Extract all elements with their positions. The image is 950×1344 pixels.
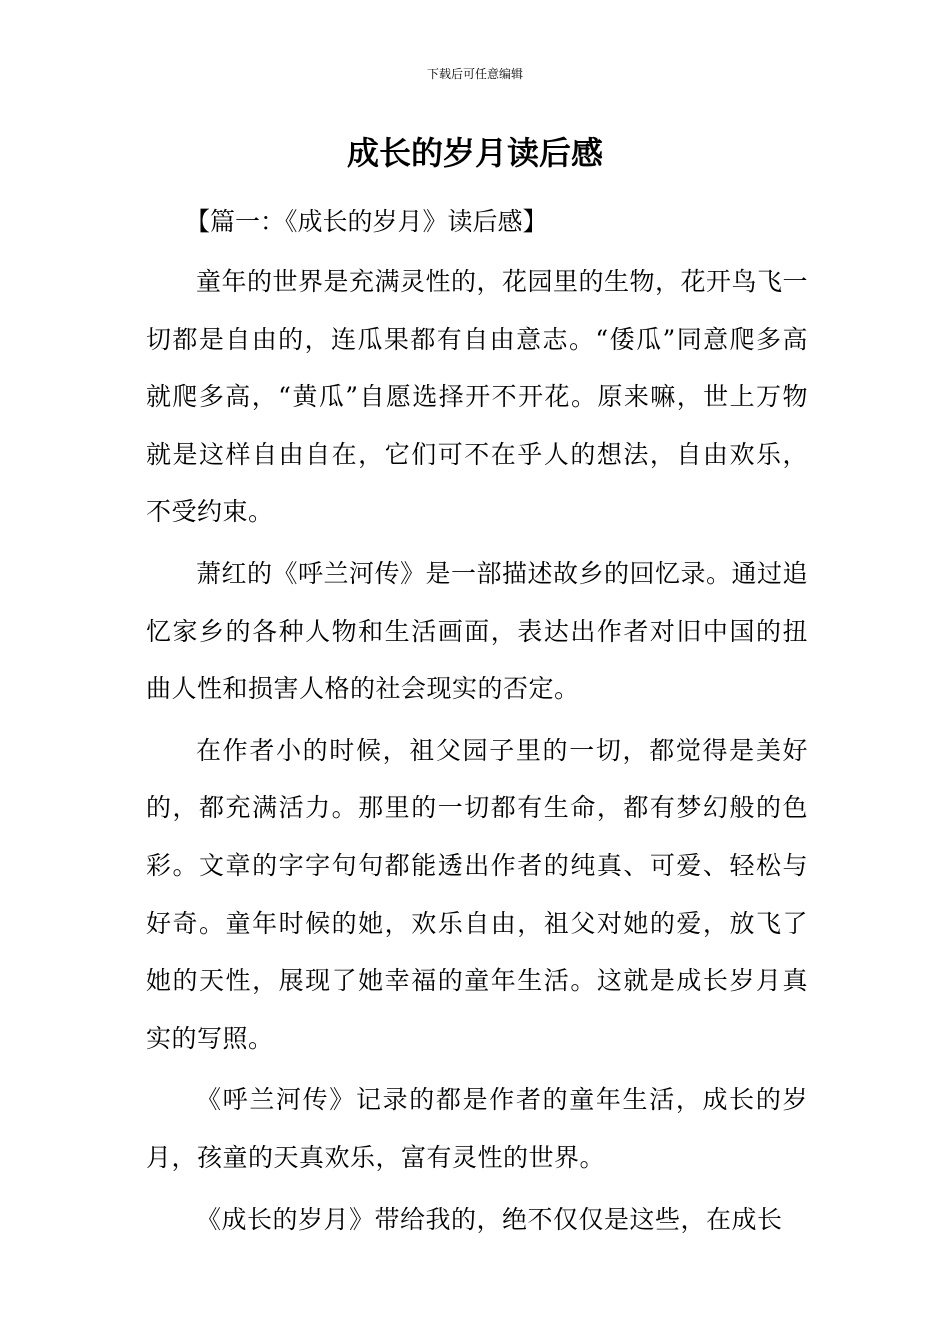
paragraph-5: 《成长的岁月》带给我的，绝不仅仅是这些，在成长	[196, 1204, 783, 1234]
section-heading: 【篇一：《成长的岁月》读后感】	[185, 207, 548, 236]
paragraph-2: 萧红的《呼兰河传》是一部描述故乡的回忆录。通过追忆家乡的各种人物和生活画面，表达出作者对旧中国的扭曲人性和损害人格的社会现实的否定。	[146, 558, 809, 704]
paragraph-1: 童年的世界是充满灵性的，花园里的生物，花开鸟飞一切都是自由的，连瓜果都有自由意志。“倭瓜”同意爬多高就爬多高，“黄瓜”自愿选择开不开花。原来嘛，世上万物就是这样自由自在，它们可不在乎人的想法，自由欢乐，不受约束。	[146, 267, 809, 527]
paragraph-4: 《呼兰河传》记录的都是作者的童年生活，成长的岁月，孩童的天真欢乐，富有灵性的世界。	[146, 1085, 808, 1172]
header-note: 下载后可任意编辑	[426, 67, 523, 81]
body-text	[146, 253, 808, 1252]
paragraph-3: 在作者小的时候，祖父园子里的一切，都觉得是美好的，都充满活力。那里的一切都有生命，都有梦幻般的色彩。文章的字字句句都能透出作者的纯真、可爱、轻松与好奇。童年时候的她，欢乐自由，祖父对她的爱，放飞了她的天性，展现了她幸福的童年生活。这就是成长岁月真实的写照。	[146, 735, 808, 1053]
document-title: 成长的岁月读后感	[346, 134, 603, 172]
